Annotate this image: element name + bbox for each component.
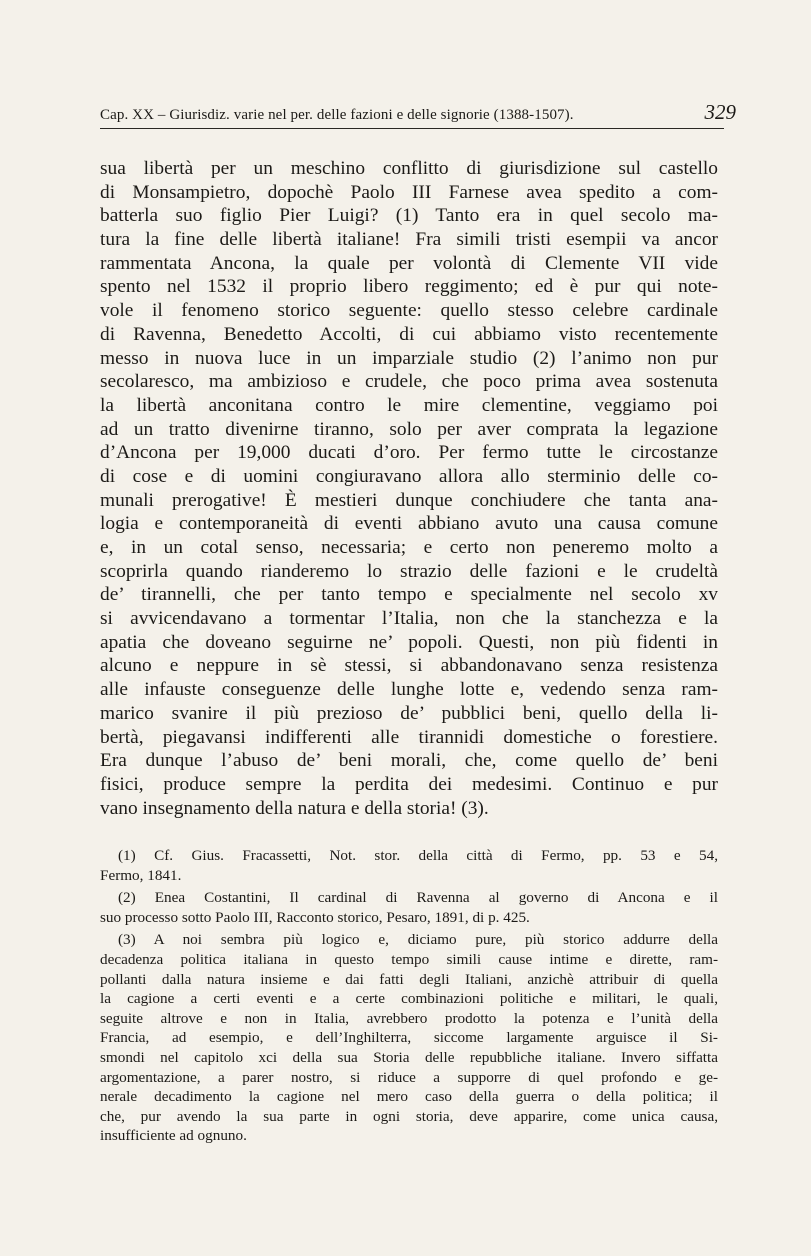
text-line: fisici, produce sempre la perdita dei medesimi. Continuo e pur: [100, 773, 718, 795]
footnote-line: Francia, ad esempio, e dell’Inghilterra, siccome largamente arguisce il Si-: [100, 1029, 718, 1047]
header-rule: [100, 128, 724, 129]
footnote-line: che, pur avendo la sua parte in ogni storia, deve apparire, come unica causa,: [100, 1107, 718, 1125]
text-line: Era dunque l’abuso de’ beni morali, che, come quello de’ beni: [100, 750, 718, 772]
text-line: la libertà anconitana contro le mire clementine, veggiamo poi: [100, 394, 718, 416]
text-line: di Monsampietro, dopochè Paolo III Farnese avea spedito a com-: [100, 181, 718, 203]
footnote-line: (2) Enea Costantini, Il cardinal di Ravenna al governo di Ancona e il: [118, 889, 718, 907]
footnote-line: decadenza politica italiana in questo tempo simili cause intime e dirette, ram-: [100, 950, 718, 968]
footnote-line: la cagione a certi eventi e a certe combinazioni politiche e militari, le quali,: [100, 990, 718, 1008]
text-line: tura la fine delle libertà italiane! Fra simili tristi esempii va ancor: [100, 229, 718, 251]
text-line: marico svanire il più prezioso de’ pubblici beni, quello della li-: [100, 702, 718, 724]
text-line: de’ tirannelli, che per tanto tempo e specialmente nel secolo xv: [100, 584, 718, 606]
text-line: di Ravenna, Benedetto Accolti, di cui abbiamo visto recentemente: [100, 323, 718, 345]
footnote-line: (1) Cf. Gius. Fracassetti, Not. stor. della città di Fermo, pp. 53 e 54,: [118, 847, 718, 864]
chapter-title: Cap. XX – Giurisdiz. varie nel per. delle fazioni e delle signorie (1388-1507).: [100, 107, 574, 123]
footnote-line: smondi nel capitolo xci della sua Storia delle repubbliche italiane. Invero siffatta: [100, 1048, 718, 1066]
text-line: apatia che doveano seguirne ne’ popoli. Questi, non più fidenti in: [100, 631, 718, 653]
text-line: rammentata Ancona, la quale per volontà di Clemente VII vide: [100, 252, 718, 274]
text-line: vano insegnamento della natura e della storia! (3).: [100, 797, 489, 819]
text-line: vole il fenomeno storico seguente: quello stesso celebre cardinale: [100, 300, 718, 322]
footnote-line: suo processo sotto Paolo III, Racconto storico, Pesaro, 1891, di p. 425.: [100, 908, 530, 926]
text-line: e, in un cotal senso, necessaria; e certo non peneremo molto a: [100, 537, 718, 558]
text-line: alcuno e neppure in sè stessi, si abbandonavano senza resistenza: [100, 655, 718, 677]
text-line: d’Ancona per 19,000 ducati d’oro. Per fermo tutte le circostanze: [100, 442, 718, 464]
text-line: scoprirla quando rianderemo lo strazio delle fazioni e le crudeltà: [100, 560, 718, 582]
text-line: di cose e di uomini congiuravano allora allo sterminio delle co-: [100, 465, 718, 487]
running-header: [100, 100, 736, 125]
text-line: batterla suo figlio Pier Luigi? (1) Tanto era in quel secolo ma-: [100, 205, 718, 227]
footnote-line: insufficiente ad ognuno.: [100, 1127, 247, 1145]
page-number: 329: [704, 100, 736, 124]
text-line: ad un tratto divenirne tiranno, solo per aver comprata la legazione: [100, 418, 718, 440]
footnotes: [100, 846, 718, 1146]
main-text: [100, 157, 718, 820]
text-line: bertà, piegavansi indifferenti alle tirannidi domestiche o forestiere.: [100, 726, 718, 748]
footnote-line: nerale decadimento la cagione nel mero caso della guerra o della politica; il: [100, 1088, 718, 1106]
footnote-line: pollanti dalla natura insieme e dai fatti degli Italiani, anzichè attribuir di quella: [100, 970, 718, 988]
footnote-line: argomentazione, a parer nostro, si riduce a supporre di quel profondo e ge-: [100, 1068, 718, 1086]
footnote-line: Fermo, 1841.: [100, 866, 182, 884]
text-line: alle infauste conseguenze delle lunghe lotte e, vedendo senza ram-: [100, 679, 718, 701]
footnote: [100, 888, 718, 927]
footnote-line: (3) A noi sembra più logico e, diciamo pure, più storico addurre della: [118, 931, 718, 949]
text-line: spento nel 1532 il proprio libero reggimento; ed è pur qui note-: [100, 276, 718, 298]
footnote: [100, 930, 718, 1146]
text-line: si avvicendavano a tormentar l’Italia, non che la stanchezza e la: [100, 608, 718, 630]
text-line: sua libertà per un meschino conflitto di giurisdizione sul castello: [100, 158, 718, 179]
text-line: secolaresco, ma ambizioso e crudele, che poco prima avea sostenuta: [100, 371, 718, 393]
footnote: [100, 846, 718, 885]
text-line: munali prerogative! È mestieri dunque conchiudere che tanta ana-: [100, 489, 718, 511]
text-line: logia e contemporaneità di eventi abbiano avuto una causa comune: [100, 513, 718, 535]
text-line: messo in nuova luce in un imparziale studio (2) l’animo non pur: [100, 347, 718, 369]
footnote-line: seguite altrove e non in Italia, avrebbero prodotto la potenza e l’unità della: [100, 1009, 718, 1027]
